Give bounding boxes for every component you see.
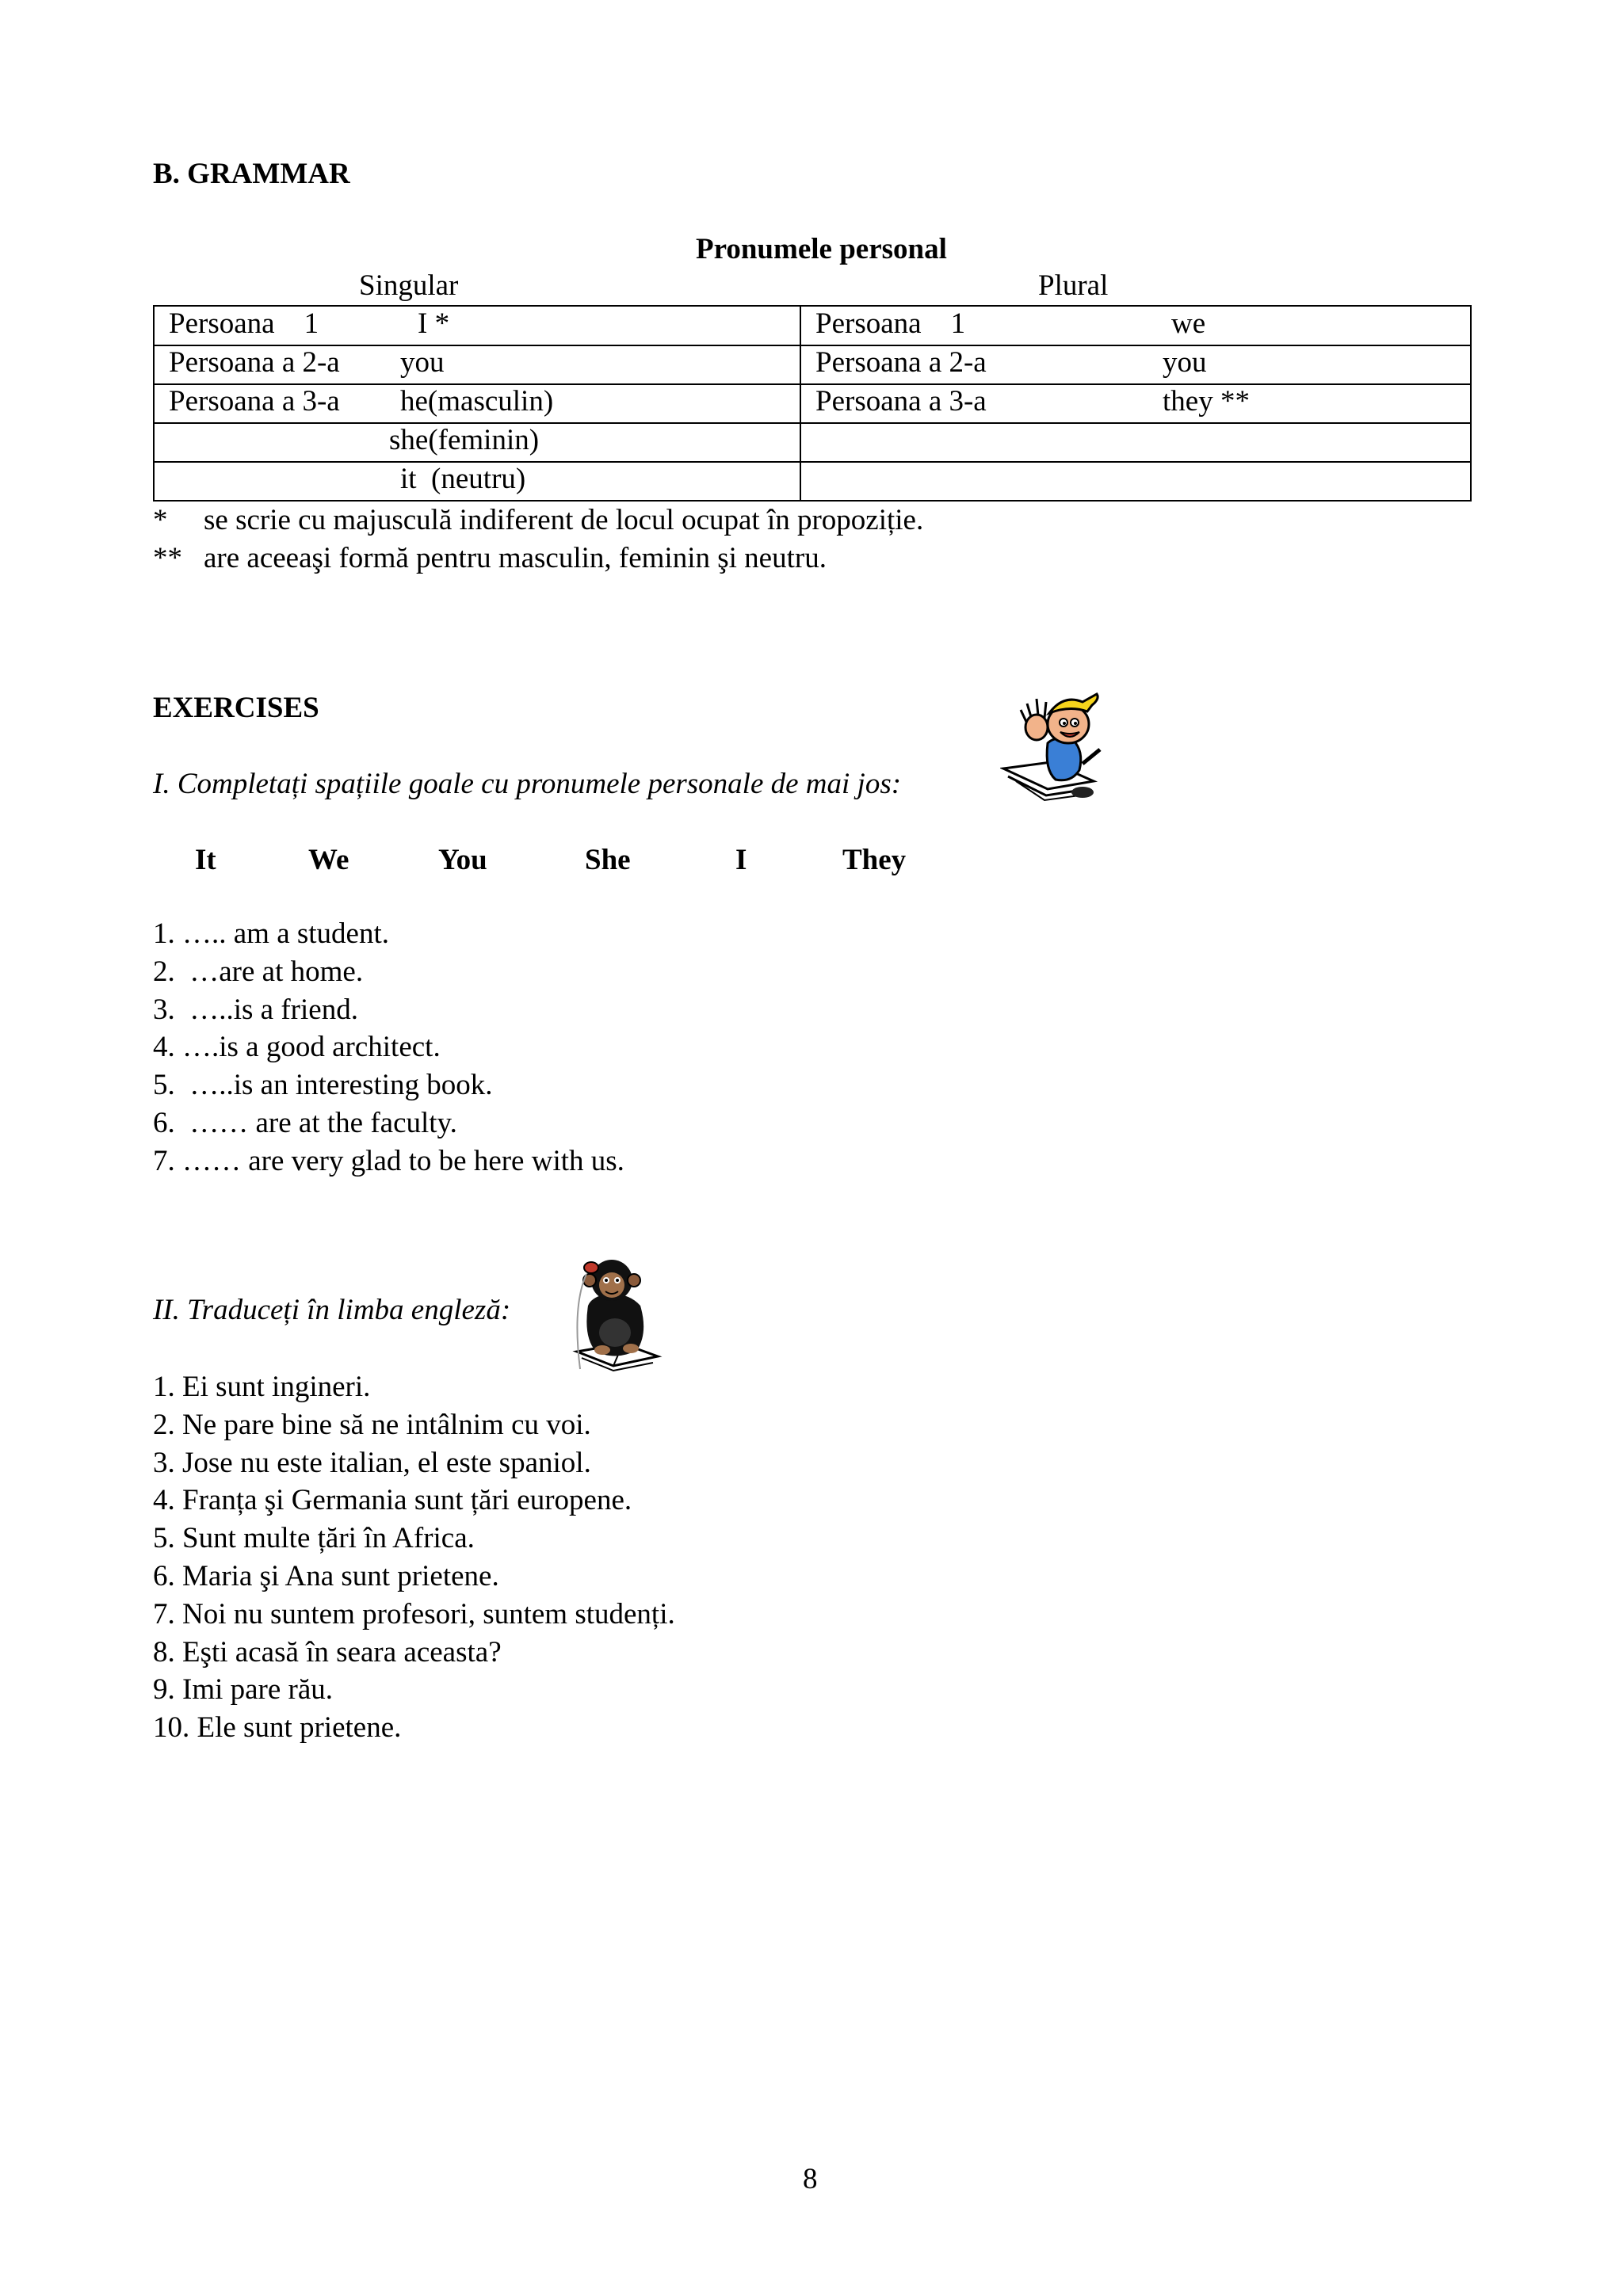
pronoun-table <box>153 305 1472 502</box>
pronoun-option: They <box>842 844 907 876</box>
note-text: are aceeaşi formă pentru masculin, feminin şi neutru. <box>204 542 827 574</box>
table-cell-sg-pronoun: you <box>400 346 445 379</box>
table-cell-pl-pronoun: you <box>1163 346 1207 379</box>
list-item: 2. Ne pare bine să ne intâlnim cu voi. <box>153 1408 591 1441</box>
table-cell-sg-pronoun: she(feminin) <box>389 424 540 456</box>
table-cell-sg-pronoun: it (neutru) <box>400 463 526 495</box>
pronoun-option: She <box>585 844 631 876</box>
list-item: 7. Noi nu suntem profesori, suntem studenți. <box>153 1597 675 1630</box>
table-row-line <box>155 383 1470 385</box>
list-item: 2. …are at home. <box>153 955 364 988</box>
list-item: 3. Jose nu este italian, el este spaniol. <box>153 1446 591 1479</box>
table-row-line <box>155 345 1470 346</box>
list-item: 6. Maria şi Ana sunt prietene. <box>153 1559 499 1592</box>
list-item: 3. …..is a friend. <box>153 993 358 1026</box>
singular-header: Singular <box>359 269 459 302</box>
list-item: 4. ….is a good architect. <box>153 1031 441 1064</box>
list-item: 7. …… are very glad to be here with us. <box>153 1144 624 1177</box>
table-cell-pl-person: Persoana a 3-a <box>815 385 987 418</box>
list-item: 4. Franța şi Germania sunt țări europene. <box>153 1484 632 1517</box>
list-item: 8. Eşti acasă în seara aceasta? <box>153 1635 502 1669</box>
table-cell-sg-person: Persoana a 2-a <box>169 346 340 379</box>
table-cell-sg-pronoun: I * <box>418 307 450 340</box>
table-row-line <box>155 461 1470 463</box>
section-title: B. GRAMMAR <box>153 158 350 190</box>
note-mark: * <box>153 504 168 536</box>
pronoun-option: It <box>195 844 216 876</box>
table-cell-pl-pronoun: they ** <box>1163 385 1250 418</box>
cartoon-boy-reading-icon <box>1000 688 1105 813</box>
table-row-line <box>155 422 1470 424</box>
list-item: 1. Ei sunt ingineri. <box>153 1371 371 1403</box>
note-text: se scrie cu majusculă indiferent de locul ocupat în propoziție. <box>204 504 924 536</box>
exercises-heading: EXERCISES <box>153 692 319 724</box>
list-item: 1. ….. am a student. <box>153 917 390 950</box>
table-cell-pl-pronoun: we <box>1171 307 1206 340</box>
page-number: 8 <box>803 2163 818 2195</box>
table-caption: Pronumele personal <box>696 233 947 265</box>
table-cell-sg-person: Persoana 1 <box>169 307 319 340</box>
table-divider <box>800 307 801 500</box>
table-cell-sg-person: Persoana a 3-a <box>169 385 340 418</box>
pronoun-option: I <box>735 844 747 876</box>
list-item: 5. Sunt multe țări în Africa. <box>153 1522 475 1555</box>
exercise-2-list <box>153 1368 675 1747</box>
monkey-reading-book-icon <box>564 1250 666 1374</box>
table-cell-pl-person: Persoana 1 <box>815 307 966 340</box>
table-cell-pl-person: Persoana a 2-a <box>815 346 987 379</box>
list-item: 6. …… are at the faculty. <box>153 1106 457 1139</box>
note-mark: ** <box>153 542 182 574</box>
list-item: 9. Imi pare rău. <box>153 1673 334 1707</box>
plural-header: Plural <box>1038 269 1109 302</box>
list-item: 5. …..is an interesting book. <box>153 1069 493 1102</box>
pronoun-option: You <box>438 844 487 876</box>
exercise-2-instruction: II. Traduceți în limba engleză: <box>153 1294 511 1326</box>
list-item: 10. Ele sunt prietene. <box>153 1711 402 1745</box>
table-cell-sg-pronoun: he(masculin) <box>400 385 554 418</box>
exercise-1-instruction: I. Completați spațiile goale cu pronumele personale de mai jos: <box>153 768 902 800</box>
exercise-1-list <box>153 915 624 1180</box>
pronoun-option: We <box>308 844 349 876</box>
